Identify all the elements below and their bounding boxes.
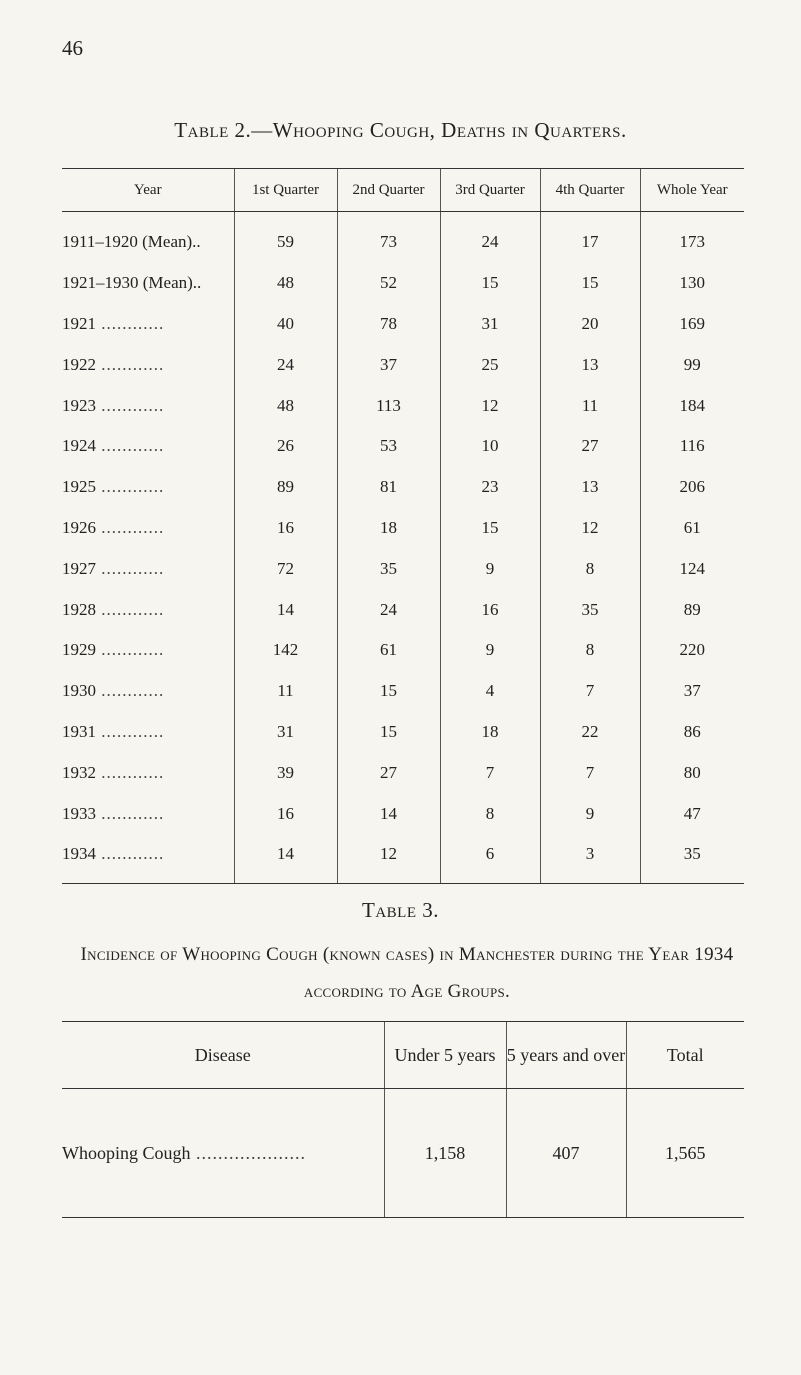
dot-leader: ............ [96,599,165,619]
year-cell [62,712,234,753]
q4-cell: 9 [540,793,640,834]
q4-cell: 11 [540,385,640,426]
year-label: 1934 [62,844,96,864]
table3-caption: Incidence of Whooping Cough (known cases) in Manchester during the Year 1934 according to Age Groups. [80,944,734,1002]
year-cell [62,508,234,549]
disease-name: Whooping Cough [62,1142,191,1163]
whole-year-cell: 89 [640,589,744,630]
q2-cell: 78 [337,304,440,345]
dot-leader: ............ [96,844,165,864]
year-cell [62,426,234,467]
year-cell [62,304,234,345]
table-row [62,589,744,630]
dot-leader: ............ [96,477,165,497]
whole-year-cell: 116 [640,426,744,467]
dot-leader: ............ [96,436,165,456]
q4-cell: 7 [540,671,640,712]
year-label: 1911–1920 (Mean).. [62,232,201,252]
q1-cell: 31 [234,712,337,753]
q1-cell: 89 [234,467,337,508]
whole-year-cell: 124 [640,548,744,589]
table-row [62,752,744,793]
q3-cell: 18 [440,712,540,753]
dot-leader: ............ [96,640,165,660]
q1-cell: 142 [234,630,337,671]
q3-cell: 24 [440,212,540,263]
dot-leader: ............ [96,395,165,415]
table-row [62,712,744,753]
q3-cell: 7 [440,752,540,793]
year-label: 1932 [62,762,96,782]
under-5-cell: 1,158 [384,1089,506,1218]
year-label: 1927 [62,558,96,578]
whole-year-cell: 86 [640,712,744,753]
deaths-by-quarter-table [62,168,744,884]
year-cell [62,630,234,671]
q3-cell: 16 [440,589,540,630]
table-row [62,1089,744,1218]
q2-cell: 61 [337,630,440,671]
q1-cell: 14 [234,834,337,883]
dot-leader: ............ [96,681,165,701]
dot-leader: ............ [96,354,165,374]
q2-cell: 37 [337,344,440,385]
table-row [62,793,744,834]
col-header-year: Year [62,169,234,212]
q4-cell: 8 [540,630,640,671]
q4-cell: 13 [540,467,640,508]
q3-cell: 23 [440,467,540,508]
q3-cell: 8 [440,793,540,834]
q2-cell: 73 [337,212,440,263]
dot-leader: ............ [96,558,165,578]
year-cell [62,467,234,508]
whole-year-cell: 47 [640,793,744,834]
q1-cell: 48 [234,385,337,426]
year-label: 1926 [62,517,96,537]
table-row [62,344,744,385]
whole-year-cell: 37 [640,671,744,712]
q4-cell: 13 [540,344,640,385]
dot-leader: ............ [96,517,165,537]
q1-cell: 11 [234,671,337,712]
whole-year-cell: 35 [640,834,744,883]
q3-cell: 10 [440,426,540,467]
q4-cell: 12 [540,508,640,549]
whole-year-cell: 130 [640,263,744,304]
year-cell [62,344,234,385]
q2-cell: 35 [337,548,440,589]
year-label: 1921–1930 (Mean).. [62,273,202,293]
table-row [62,630,744,671]
year-label: 1933 [62,803,96,823]
whole-year-cell: 169 [640,304,744,345]
q4-cell: 7 [540,752,640,793]
q1-cell: 72 [234,548,337,589]
incidence-by-age-table [62,1021,744,1218]
q2-cell: 24 [337,589,440,630]
q1-cell: 59 [234,212,337,263]
whole-year-cell: 80 [640,752,744,793]
whole-year-cell: 206 [640,467,744,508]
q1-cell: 40 [234,304,337,345]
table-row [62,212,744,263]
col-header-5-and-over: 5 years and over [506,1022,626,1089]
q2-cell: 15 [337,712,440,753]
q4-cell: 27 [540,426,640,467]
q3-cell: 4 [440,671,540,712]
year-label: 1921 [62,313,96,333]
q2-cell: 81 [337,467,440,508]
col-header-total: Total [626,1022,744,1089]
year-cell [62,212,234,263]
col-header-under-5: Under 5 years [384,1022,506,1089]
dot-leader: .................... [190,1142,306,1163]
year-label: 1931 [62,721,96,741]
q3-cell: 15 [440,263,540,304]
col-header-disease: Disease [62,1022,384,1089]
year-cell [62,834,234,883]
whole-year-cell: 99 [640,344,744,385]
dot-leader: ............ [96,313,165,333]
table-row [62,548,744,589]
year-label: 1930 [62,681,96,701]
table-row [62,304,744,345]
q3-cell: 25 [440,344,540,385]
table3-header-row [62,1022,744,1089]
col-header-q3: 3rd Quarter [440,169,540,212]
q4-cell: 20 [540,304,640,345]
q1-cell: 26 [234,426,337,467]
q2-cell: 53 [337,426,440,467]
table2-title: Table 2.—Whooping Cough, Deaths in Quarters. [174,118,627,142]
dot-leader: ............ [96,803,165,823]
year-label: 1928 [62,599,96,619]
q4-cell: 8 [540,548,640,589]
q1-cell: 48 [234,263,337,304]
year-label: 1929 [62,640,96,660]
year-label: 1925 [62,477,96,497]
year-cell [62,263,234,304]
q4-cell: 3 [540,834,640,883]
year-cell [62,793,234,834]
whole-year-cell: 61 [640,508,744,549]
q3-cell: 9 [440,630,540,671]
q4-cell: 35 [540,589,640,630]
q1-cell: 16 [234,508,337,549]
q1-cell: 14 [234,589,337,630]
col-header-q1: 1st Quarter [234,169,337,212]
table-row [62,426,744,467]
table-row [62,671,744,712]
q2-cell: 113 [337,385,440,426]
q3-cell: 6 [440,834,540,883]
q4-cell: 22 [540,712,640,753]
table-row [62,508,744,549]
whole-year-cell: 184 [640,385,744,426]
year-cell [62,752,234,793]
q3-cell: 12 [440,385,540,426]
year-label: 1923 [62,395,96,415]
whole-year-cell: 173 [640,212,744,263]
col-header-q2: 2nd Quarter [337,169,440,212]
q2-cell: 52 [337,263,440,304]
q1-cell: 16 [234,793,337,834]
table2-header-row [62,169,744,212]
disease-cell [62,1089,384,1218]
table-row [62,467,744,508]
q2-cell: 14 [337,793,440,834]
q3-cell: 9 [440,548,540,589]
total-cell: 1,565 [626,1089,744,1218]
page-number: 46 [62,36,83,60]
col-header-q4: 4th Quarter [540,169,640,212]
dot-leader: ............ [96,721,165,741]
year-label: 1922 [62,354,96,374]
q2-cell: 15 [337,671,440,712]
q2-cell: 27 [337,752,440,793]
table-row [62,834,744,883]
5-and-over-cell: 407 [506,1089,626,1218]
year-cell [62,671,234,712]
table-row [62,263,744,304]
q1-cell: 24 [234,344,337,385]
q4-cell: 17 [540,212,640,263]
table-row [62,385,744,426]
q3-cell: 15 [440,508,540,549]
year-cell [62,385,234,426]
whole-year-cell: 220 [640,630,744,671]
year-cell [62,548,234,589]
year-label: 1924 [62,436,96,456]
q3-cell: 31 [440,304,540,345]
table3-title: Table 3. [362,898,439,922]
q1-cell: 39 [234,752,337,793]
q2-cell: 18 [337,508,440,549]
q2-cell: 12 [337,834,440,883]
q4-cell: 15 [540,263,640,304]
year-cell [62,589,234,630]
dot-leader: ............ [96,762,165,782]
col-header-whole-year: Whole Year [640,169,744,212]
